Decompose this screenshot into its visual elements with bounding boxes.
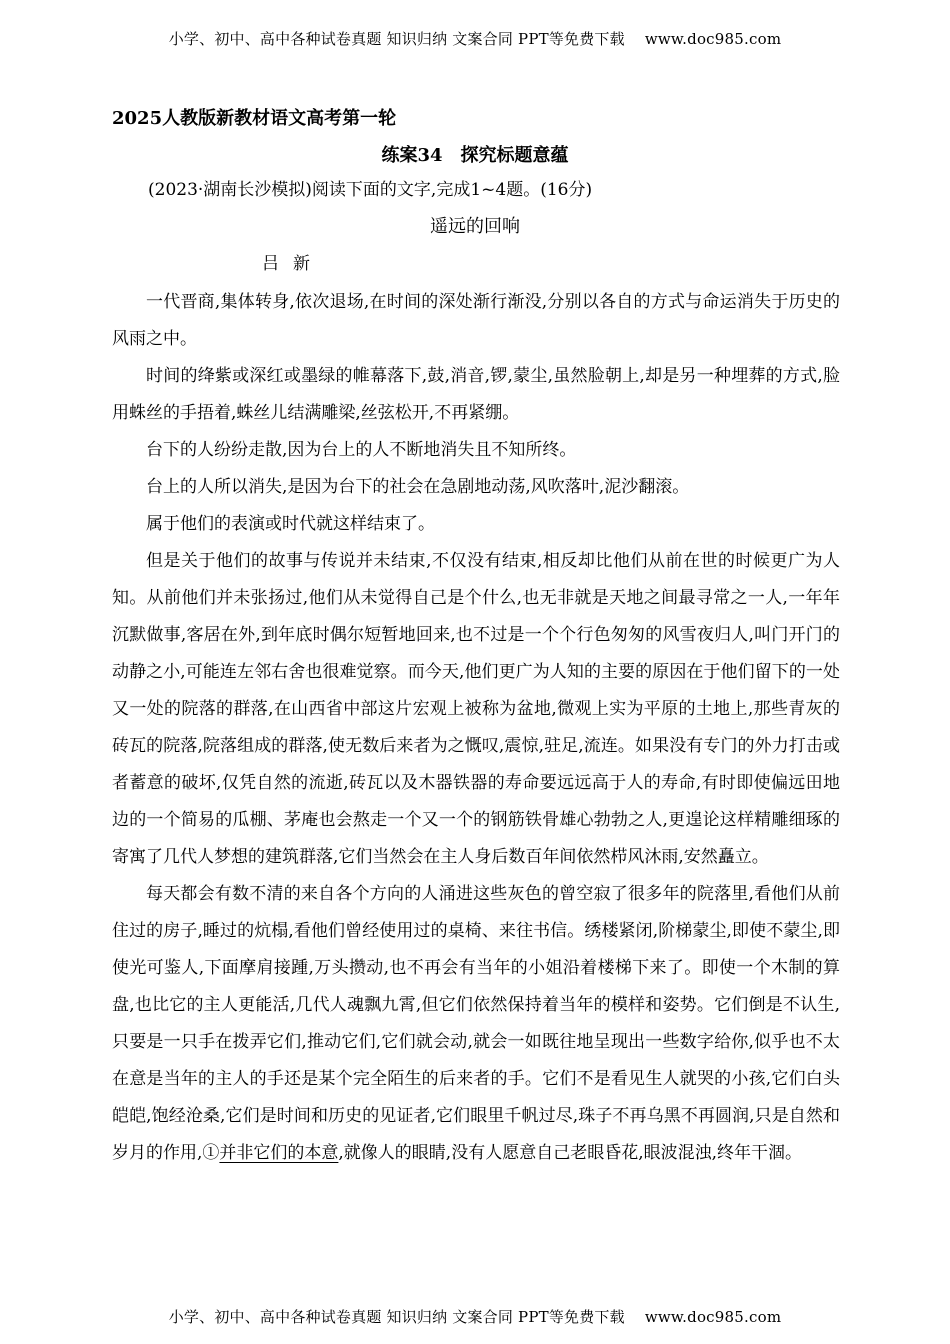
question-instruction: (2023·湖南长沙模拟)阅读下面的文字,完成1~4题。(16分)	[148, 180, 593, 200]
page-footer	[0, 1306, 950, 1327]
lesson-title: 练案34 探究标题意蕴	[381, 145, 569, 166]
footer-url[interactable]: www.doc985.com	[644, 1308, 782, 1326]
header-text: 小学、初中、高中各种试卷真题 知识归纳 文案合同 PPT等免费下载	[168, 30, 625, 48]
paragraph-last-text: 每天都会有数不清的来自各个方向的人涌进这些灰色的曾空寂了很多年的院落里,看他们从前住过的房子,睡过的炕榻,看他们曾经使用过的桌椅、来往书信。绣楼紧闭,阶梯蒙尘,即使不蒙尘,即使光可鉴人,下面摩肩接踵,万头攒动,也不再会有当年的小姐沿着楼梯下来了。即使一个木制的算盘,也比它的主人更能活,几代人魂飘九霄,但它们依然保持着当年的模样和姿势。它们倒是不认生,只要是一只手在拨弄它们,推动它们,它们就会动,就会一如既往地呈现出一些数字给你,似乎也不太在意是当年的主人的手还是某个完全陌生的后来者的手。它们不是看见生人就哭的小孩,它们白头皑皑,饱经沧桑,它们是时间和历史的见证者,它们眼里千帆过尽,珠子不再乌黑不再圆润,只是自然和岁月的作用,	[112, 884, 840, 1163]
book-title: 2025人教版新教材语文高考第一轮	[112, 108, 397, 129]
paragraph-last-tail: ,就像人的眼睛,没有人愿意自己老眼昏花,眼波混浊,终年干涸。	[338, 1143, 803, 1163]
paragraph: 台下的人纷纷走散,因为台上的人不断地消失且不知所终。	[146, 440, 577, 460]
paragraph: 但是关于他们的故事与传说并未结束,不仅没有结束,相反却比他们从前在世的时候更广为人知。从前他们并未张扬过,他们从未觉得自己是个什么,也无非就是天地之间最寻常之一人,一年年沉默做事,客居在外,到年底时偶尔短暂地回来,也不过是一个个行色匆匆的风雪夜归人,叫门开门的动静之小,可能连左邻右舍也很难觉察。而今天,他们更广为人知的主要的原因在于他们留下的一处又一处的院落的群落,在山西省中部这片宏观上被称为盆地,微观上实为平原的土地上,那些青灰的砖瓦的院落,院落组成的群落,使无数后来者为之慨叹,震惊,驻足,流连。如果没有专门的外力打击或者蓄意的破坏,仅凭自然的流逝,砖瓦以及木器铁器的寿命要远远高于人的寿命,有时即使偏远田地边的一个简易的瓜棚、茅庵也会熬走一个又一个的钢筋铁骨雄心勃勃之人,更遑论这样精雕细琢的寄寓了几代人梦想的建筑群落,它们当然会在主人身后数百年间依然栉风沐雨,安然矗立。	[112, 551, 840, 867]
paragraph: 属于他们的表演或时代就这样结束了。	[146, 514, 435, 534]
article-title: 遥远的回响	[430, 216, 520, 237]
page-header	[0, 28, 950, 49]
paragraph: 时间的绛紫或深红或墨绿的帷幕落下,鼓,消音,锣,蒙尘,虽然脸朝上,却是另一种埋葬的方式,脸用蛛丝的手捂着,蛛丝儿结满雕梁,丝弦松开,不再紧绷。	[112, 366, 840, 423]
footer-text: 小学、初中、高中各种试卷真题 知识归纳 文案合同 PPT等免费下载	[168, 1308, 625, 1326]
annotation-marker: ①	[202, 1143, 220, 1163]
paragraph: 台上的人所以消失,是因为台下的社会在急剧地动荡,风吹落叶,泥沙翻滚。	[146, 477, 690, 497]
header-url[interactable]: www.doc985.com	[644, 30, 782, 48]
paragraph: 一代晋商,集体转身,依次退场,在时间的深处渐行渐没,分别以各自的方式与命运消失于历史的风雨之中。	[112, 292, 840, 349]
article-author: 吕新	[262, 254, 324, 274]
article-body	[112, 284, 840, 1172]
underlined-phrase: 并非它们的本意	[219, 1143, 339, 1163]
paragraph-last	[112, 876, 840, 1172]
